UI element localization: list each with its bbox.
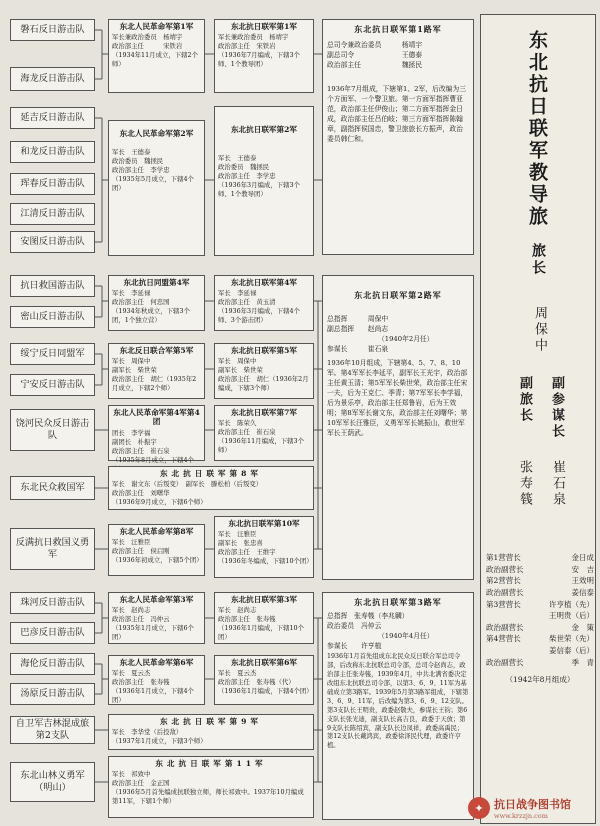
army-unit-title: 东北抗日联军第6军: [230, 658, 298, 667]
guerrilla-unit: [10, 409, 95, 451]
joint-army-card: [214, 275, 314, 331]
guerrilla-unit-name: 海龙反日游击队: [20, 72, 85, 84]
joint-army-card: [214, 655, 314, 705]
army-unit-line: 政治部主任 刘曙华: [112, 489, 170, 498]
roster-role: 政治副营长: [486, 657, 524, 667]
army-unit-line: （1936年1月成立，下辖4个团）: [112, 687, 194, 705]
route-army-line: 参谋长 崔石泉: [327, 344, 389, 353]
guerrilla-unit: [10, 683, 95, 705]
army-unit-card: [108, 714, 314, 750]
roster-row: [486, 599, 594, 611]
guerrilla-unit: [10, 592, 95, 614]
army-unit-title: 东北人民革命军第8军: [119, 527, 194, 536]
army-unit-line: 政治部主任 黄玉清: [218, 298, 276, 307]
guerrilla-unit-name: 珠河反日游击队: [20, 596, 85, 608]
army-unit-line: 政治部主任 崔石泉: [218, 428, 276, 437]
route-army-line: 参谋长 许亨植: [327, 641, 382, 650]
guerrilla-unit-name: 江清反日游击队: [20, 207, 85, 219]
watermark-url: www.krzzjn.com: [494, 812, 548, 820]
army-unit-line: 军长 汪雅臣: [218, 530, 257, 539]
guerrilla-unit-name: 延吉反日游击队: [20, 111, 85, 123]
joint-army-card: [214, 592, 314, 644]
roster-row: [486, 645, 594, 657]
army-unit-title: 东北抗日联军第11军: [155, 759, 267, 768]
army-unit-line: 副团长 朴振宇: [112, 437, 157, 446]
brigade-commander-label: 旅长: [530, 243, 546, 277]
army-unit-title: 东北抗日同盟第4军: [123, 278, 190, 287]
route-army-description: 1936年1月首先组成东北民众反日联合军总司令部，后改称东北抗联总司令部，总司令赵尚志，政治部主任张寿篯，1939年4月，中共北满省委决定改组东北抗联总司令部，以第3、6、9、11军为基础成立第3路军。1939年5月第3路军组成，下辖第3、6、9、11军，后改编为第3、6、9、12支队。第3支队长王明贵，政委赵敬夫，参谋长王钧；第6支队长张光迪，副支队长高吉良，政委于天放；第9支队长陈绍宾，副支队长边凤祥，政委高禹民；第12支队长戴鸿宾，政委徐泽民代理，政委许亨植。: [327, 653, 469, 750]
guerrilla-unit-name: 安图反日游击队: [20, 235, 85, 247]
army-unit-title: 东北抗日联军第5军: [230, 346, 298, 355]
army-unit-card: [108, 405, 205, 464]
roster-person: 王效明: [571, 576, 594, 586]
route-army-line: （1940年2月任）: [327, 334, 434, 343]
army-unit-card: [108, 756, 314, 818]
army-unit-line: 军长 夏云杰: [112, 669, 151, 678]
army-unit-line: 军长 王德泰: [112, 148, 151, 157]
guerrilla-unit-name: 绥宁反日同盟军: [20, 347, 85, 359]
watermark-name: 抗日战争图书馆: [494, 798, 571, 811]
army-unit-title: 东北人民革命军第6军: [119, 658, 194, 667]
army-unit-line: 政治部主任 宋铁岩: [218, 42, 276, 51]
army-unit-title: 东北人民革命军第3军: [119, 595, 194, 604]
roster-row: [486, 575, 594, 587]
guerrilla-unit-name: 东北民众救国军: [20, 481, 85, 493]
army-unit-line: 团长 李学福: [112, 428, 151, 437]
watermark-logo: [468, 794, 598, 822]
formation-date: （1942年8月组成）: [505, 675, 575, 685]
guerrilla-unit: [10, 762, 95, 802]
army-unit-line: 政治部主任 张寿篯: [218, 615, 276, 624]
roster-row: [486, 622, 594, 634]
route-army-description: 1936年7月组成，下辖第1、2军，后改编为三个方面军、一个警卫旅。第一方面军指挥曹亚范，政治部主任伊俊山；第二方面军指挥金日成，政治部主任吕伯岐；第三方面军指挥陈翰章，副指挥侯国忠，警卫旅旅长方振声，政治委员韩仁和。: [327, 84, 467, 144]
roster-person: 金 策: [571, 622, 594, 632]
roster-person: 王明贵（后）: [549, 611, 594, 621]
army-unit-title: 东北抗日联军第8军: [159, 469, 263, 478]
army-unit-title: 东北人民革命军第1军: [119, 22, 194, 31]
army-unit-line: 政治部主任 崔石泉: [112, 446, 170, 455]
guerrilla-unit: [10, 476, 95, 500]
army-unit-title: 东北人民革命军第4军第4团: [113, 408, 200, 427]
army-unit-title: 东北抗日联军第1军: [230, 22, 298, 31]
guerrilla-unit-name: 密山反日游击队: [20, 310, 85, 322]
joint-army-card: [214, 106, 314, 256]
chief-of-staff-label: 副参谋长: [549, 376, 564, 440]
roster-role: 第2营营长: [486, 576, 521, 586]
guerrilla-unit: [10, 107, 95, 129]
army-unit-line: （1936年3月编成，下辖3个师、1个教导团）: [218, 181, 300, 199]
roster-row: [486, 657, 594, 669]
guerrilla-unit: [10, 173, 95, 195]
route-army-card: [322, 19, 474, 255]
guerrilla-unit-name: 饶河民众反日游击队: [15, 417, 90, 441]
army-unit-line: 副军长 柴世荣: [218, 366, 263, 375]
route-army-card: [322, 275, 474, 580]
guerrilla-unit-name: 自卫军吉林混成旅第2支队: [15, 717, 90, 741]
roster-person: 季 青: [571, 657, 594, 667]
guerrilla-unit-name: 抗日救国游击队: [20, 279, 85, 291]
guerrilla-unit: [10, 622, 95, 644]
army-unit-title: 东北反日联合军第5军: [119, 346, 194, 355]
guerrilla-unit-name: 宁安反日游击队: [20, 378, 85, 390]
guerrilla-unit: [10, 716, 95, 744]
army-unit-line: （1936年初成立，下辖5个团）: [112, 556, 203, 565]
route-army-card: [322, 592, 474, 820]
army-unit-line: 政治部主任 胡仁（1935年2月成立，下辖2个师）: [112, 375, 197, 393]
battalion-roster: [486, 552, 594, 686]
army-unit-line: 政治委员 魏拯民: [112, 157, 164, 166]
roster-person: 姜信泰: [571, 587, 594, 597]
army-unit-line: （1936年7月编成，下辖3个师、1个教导团）: [218, 51, 300, 69]
route-army-line: 总司令兼政治委员 杨靖宇: [327, 40, 423, 49]
army-unit-card: [108, 592, 205, 644]
route-army-line: 总指挥 张寿篯（李兆麟）: [327, 611, 409, 620]
roster-row: [486, 610, 594, 622]
guerrilla-unit: [10, 528, 95, 570]
guerrilla-unit: [10, 67, 95, 91]
army-unit-line: 副军长 张忠喜: [218, 539, 263, 548]
army-unit-line: 政治委员 魏拯民: [218, 163, 270, 172]
roster-person: 金日成: [571, 553, 594, 562]
army-unit-line: 政治部主任 张寿篯: [112, 678, 170, 687]
roster-role: 政治副营长: [486, 564, 524, 574]
roster-person: 姜信泰（后）: [549, 646, 594, 655]
roster-person: 安 吉: [571, 564, 594, 574]
guerrilla-unit: [10, 19, 95, 41]
guerrilla-unit: [10, 374, 95, 396]
army-unit-line: 军长 赵尚志: [218, 606, 257, 615]
route-army-line: 副总司令 王德泰: [327, 50, 423, 59]
roster-role: 第1营营长: [486, 553, 521, 562]
guerrilla-unit: [10, 653, 95, 675]
army-unit-card: [108, 524, 205, 576]
brigade-title: 东北抗日联军教导旅: [526, 30, 548, 228]
army-unit-card: [108, 19, 205, 93]
army-unit-line: 军长 汪雅臣: [112, 538, 151, 547]
guerrilla-unit: [10, 141, 95, 163]
army-unit-line: 军长 王德泰: [218, 154, 257, 163]
army-unit-line: （1936年1月编成，下辖10个团）: [218, 624, 304, 642]
army-unit-line: 军长 陈荣久: [218, 419, 257, 428]
roster-person: 许亨植（先）: [549, 599, 594, 609]
roster-role: 政治副营长: [486, 622, 524, 632]
army-unit-line: （1935年1月成立，下辖6个团）: [112, 624, 194, 642]
chief-of-staff-name: 崔石泉: [550, 460, 565, 508]
roster-row: [486, 564, 594, 576]
guerrilla-unit-name: 巴彦反日游击队: [20, 626, 85, 638]
army-unit-line: （1935年5月成立，下辖4个团）: [112, 175, 194, 193]
army-unit-card: [108, 275, 205, 331]
army-unit-line: 政治部主任 王维宇: [218, 548, 276, 557]
route-army-title: 东北抗日联军第3路军: [354, 597, 442, 607]
army-unit-card: [108, 120, 205, 256]
army-unit-line: 政治部主任 宋铁岩: [112, 42, 183, 51]
roster-role: 政治副营长: [486, 587, 524, 597]
army-unit-line: 军长 赵尚志: [112, 606, 151, 615]
army-unit-line: 军长 夏云杰: [218, 669, 257, 678]
roster-row: [486, 552, 594, 564]
army-unit-line: 政治部主任 侯启刚: [112, 547, 170, 556]
army-unit-title: 东北抗日联军第4军: [230, 278, 298, 287]
guerrilla-unit: [10, 275, 95, 297]
army-unit-line: 政治部主任 金正国: [112, 779, 170, 788]
joint-army-card: [214, 19, 314, 93]
army-unit-card: [108, 343, 205, 399]
army-unit-line: 军长 李延禄: [218, 289, 257, 298]
route-army-line: 副总指挥 赵尚志: [327, 324, 389, 333]
army-unit-line: （1936年1月编成，下辖4个团）: [218, 687, 313, 696]
joint-army-card: [214, 343, 314, 399]
guerrilla-unit-name: 磐石反日游击队: [20, 23, 85, 35]
route-army-title: 东北抗日联军第2路军: [354, 290, 442, 300]
roster-person: 柴世荣（先）: [549, 634, 594, 644]
army-unit-line: 军长 周保中: [218, 357, 257, 366]
army-unit-line: （1936年11月编成，下辖3个师）: [218, 437, 304, 455]
army-unit-line: （1937年1月成立，下辖3个师）: [112, 737, 207, 746]
route-army-line: （1940年4月任）: [327, 631, 434, 640]
army-unit-line: 政治部主任 何忠国: [112, 298, 170, 307]
guerrilla-unit: [10, 343, 95, 365]
army-unit-title: 东北抗日联军第10军: [228, 519, 300, 528]
army-unit-line: （1936年9月成立，下辖6个师）: [112, 498, 207, 507]
joint-army-card: [214, 516, 314, 578]
route-army-description: 1936年10月组成，下辖第4、5、7、8、10军。第4军军长李延平，副军长王光宇，政治部主任黄玉清；第5军军长柴世荣，政治部主任宋一夫，后为王克仁、季青；第7军军长李学福，后为景乐亭，政治部主任郑鲁岩，后为王效明；第8军军长谢文东，政治部主任刘曙华；第10军军长汪雅臣，义勇军军长姚振山，救世军军长王荫武。: [327, 359, 468, 438]
army-unit-line: 军长 谢文东（后叛变） 副军长 滕松柏（后叛变）: [112, 480, 263, 489]
guerrilla-unit-name: 汤原反日游击队: [20, 687, 85, 699]
army-unit-line: 军长兼政治委员 杨靖宇: [112, 33, 183, 42]
roster-row: [486, 633, 594, 645]
army-unit-line: 军长 李延禄: [112, 289, 151, 298]
army-unit-line: 军长 李华堂（后投敌）: [112, 728, 183, 737]
army-unit-line: （1934年秋成立，下辖3个团，1个独立营）: [112, 307, 190, 325]
guerrilla-unit: [10, 203, 95, 225]
route-army-line: 政治委员 冯仲云: [327, 621, 382, 630]
guerrilla-unit-name: 东北山林义勇军（明山）: [20, 769, 85, 793]
brigade-commander-name: 周保中: [532, 306, 547, 354]
army-unit-line: 政治部主任 冯仲云: [112, 615, 170, 624]
roster-role: 第4营营长: [486, 634, 521, 644]
army-unit-line: 政治部主任 李学忠: [218, 172, 276, 181]
army-unit-line: 军长兼政治委员 杨靖宇: [218, 33, 289, 42]
guerrilla-unit-name: 海伦反日游击队: [20, 657, 85, 669]
guerrilla-unit: [10, 306, 95, 328]
army-unit-line: 政治部主任 胡仁（1936年2月编成，下辖3个师）: [218, 375, 309, 393]
joint-army-card: [214, 405, 314, 461]
army-unit-line: （1934年11月成立，下辖2个师）: [112, 51, 198, 69]
army-unit-title: 东北抗日联军第3军: [230, 595, 298, 604]
route-army-title: 东北抗日联军第1路军: [354, 24, 442, 34]
army-unit-line: （1936年3月编成，下辖4个师、3个游击团）: [218, 307, 300, 325]
guerrilla-unit-name: 珲春反日游击队: [20, 177, 85, 189]
army-unit-line: 政治部主任 张寿篯（代）: [218, 678, 295, 687]
army-unit-card: [108, 466, 314, 510]
guerrilla-unit-name: 和龙反日游击队: [20, 145, 85, 157]
army-unit-line: 军长 周保中: [112, 357, 151, 366]
army-unit-line: （1936年5月首先编成抗联独立师，师长祁致中。1937年10月编成第11军，下辖1个师）: [112, 788, 304, 806]
army-unit-title: 东北抗日联军第9军: [159, 717, 263, 726]
army-unit-title: 东北抗日联军第7军: [230, 408, 298, 417]
roster-role: 第3营营长: [486, 599, 521, 609]
guerrilla-unit: [10, 231, 95, 253]
army-unit-line: 政治部主任 李学忠: [112, 166, 170, 175]
army-unit-title: 东北人民革命军第2军: [119, 129, 194, 138]
roster-row: [486, 587, 594, 599]
army-unit-line: （1935年8月成立，下辖4个: [112, 455, 194, 464]
army-unit-line: 军长 祁致中: [112, 770, 151, 779]
vice-commander-label: 副旅长: [517, 376, 532, 424]
army-unit-card: [108, 655, 205, 705]
vice-commander-name: 张寿篯: [517, 460, 532, 508]
army-unit-title: 东北抗日联军第2军: [230, 125, 298, 134]
library-emblem-icon: ✦: [468, 797, 490, 819]
army-unit-line: （1936年冬编成，下辖10个团）: [218, 557, 313, 566]
route-army-line: 政治部主任 魏拯民: [327, 60, 423, 69]
guerrilla-unit-name: 反满抗日救国义勇军: [15, 536, 90, 560]
army-unit-line: 副军长 柴世荣: [112, 366, 157, 375]
route-army-line: 总指挥 周保中: [327, 314, 389, 323]
